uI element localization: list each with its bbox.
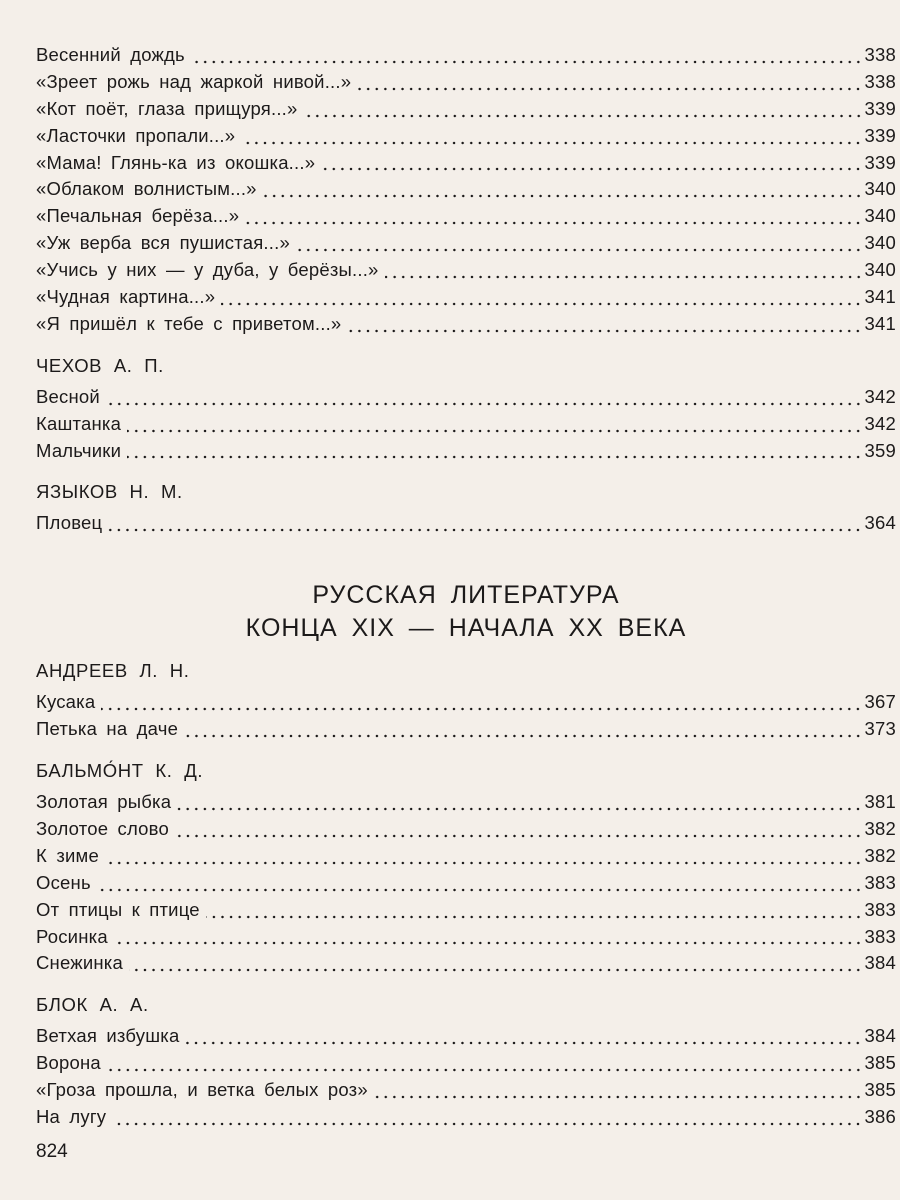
toc-entry (36, 791, 896, 818)
dot-leader (107, 1068, 863, 1072)
dot-leader (129, 968, 863, 972)
entry-page: 364 (864, 512, 896, 534)
author-heading: ЧЕХОВ А. П. (36, 354, 164, 376)
toc-entry (36, 205, 896, 232)
entry-page: 340 (864, 259, 896, 281)
author-heading: БАЛЬМО́НТ К. Д. (36, 760, 204, 782)
toc-entry (36, 899, 896, 926)
toc-entry (36, 125, 896, 152)
entry-page: 383 (864, 925, 896, 947)
dot-leader (191, 60, 863, 64)
toc-entry (36, 71, 896, 98)
dot-leader (185, 1041, 862, 1045)
toc-entry (36, 718, 896, 745)
entry-page: 384 (864, 1025, 896, 1047)
entry-page: 382 (864, 818, 896, 840)
entry-page: 340 (864, 205, 896, 227)
entry-page: 367 (864, 691, 896, 713)
entry-page: 338 (864, 70, 896, 92)
dot-leader (97, 888, 863, 892)
toc-entry (36, 691, 896, 718)
entry-title: «Учись у них — у дуба, у берёзы...» (36, 259, 379, 281)
toc-entry (36, 440, 896, 467)
toc-entry (36, 152, 896, 179)
entry-title: Мальчики (36, 439, 122, 461)
toc-entry (36, 512, 896, 539)
entry-title: Петька на даче (36, 718, 179, 740)
entry-page: 373 (864, 718, 896, 740)
toc-entry (36, 98, 896, 125)
entry-page: 385 (864, 1079, 896, 1101)
toc-entry (36, 926, 896, 953)
dot-leader (296, 248, 863, 252)
entry-title: Каштанка (36, 412, 122, 434)
entry-title: Весенний дождь (36, 44, 185, 65)
entry-title: «Мама! Глянь-ка из окошка...» (36, 151, 316, 173)
dot-leader (175, 834, 863, 838)
dot-leader (127, 429, 862, 433)
entry-page: 385 (864, 1052, 896, 1074)
entry-page: 339 (864, 151, 896, 173)
entry-title: Золотая рыбка (36, 791, 172, 813)
entry-title: Ворона (36, 1052, 101, 1074)
dot-leader (221, 302, 862, 306)
toc-entry (36, 313, 896, 340)
dot-leader (304, 114, 863, 118)
entry-page: 338 (864, 44, 896, 65)
toc-entry (36, 818, 896, 845)
dot-leader (127, 455, 862, 459)
dot-leader (321, 167, 862, 171)
dot-leader (206, 915, 863, 919)
author-heading: АНДРЕЕВ Л. Н. (36, 660, 190, 682)
toc-entry (36, 386, 896, 413)
entry-title: «Я пришёл к тебе с приветом...» (36, 312, 342, 334)
entry-title: Пловец (36, 512, 103, 534)
dot-leader (184, 734, 862, 738)
dot-leader (263, 194, 863, 198)
entry-page: 383 (864, 898, 896, 920)
entry-title: На лугу (36, 1106, 107, 1128)
dot-leader (385, 275, 863, 279)
dot-leader (245, 221, 862, 225)
entry-page: 383 (864, 871, 896, 893)
entry-page: 342 (864, 412, 896, 434)
entry-page: 341 (864, 286, 896, 308)
dot-leader (108, 528, 862, 532)
entry-page: 359 (864, 439, 896, 461)
toc-entry (36, 232, 896, 259)
toc-entry (36, 845, 896, 872)
entry-page: 340 (864, 232, 896, 254)
dot-leader (114, 941, 863, 945)
entry-title: «Печальная берёза...» (36, 205, 240, 227)
entry-page: 340 (864, 178, 896, 200)
entry-page: 386 (864, 1106, 896, 1128)
entry-page: 339 (864, 124, 896, 146)
toc-entry (36, 1025, 896, 1052)
section-title-line: РУССКАЯ ЛИТЕРАТУРА (312, 581, 620, 610)
page-number: 824 (36, 1140, 68, 1162)
toc-entry (36, 952, 896, 979)
toc-entry (36, 1106, 896, 1133)
toc-entry (36, 1079, 896, 1106)
dot-leader (106, 402, 863, 406)
toc-entry (36, 44, 896, 71)
dot-leader (357, 87, 862, 91)
entry-title: Ветхая избушка (36, 1025, 180, 1047)
table-of-contents (36, 44, 896, 1163)
toc-entry (36, 178, 896, 205)
toc-entry (36, 1052, 896, 1079)
author-heading: ЯЗЫКОВ Н. М. (36, 481, 183, 503)
dot-leader (105, 861, 863, 865)
dot-leader (347, 329, 862, 333)
entry-page: 381 (864, 791, 896, 813)
author-heading: БЛОК А. А. (36, 994, 149, 1016)
dot-leader (241, 141, 862, 145)
entry-title: Весной (36, 385, 100, 407)
entry-title: Кусака (36, 691, 96, 713)
entry-title: «Ласточки пропали...» (36, 124, 236, 146)
dot-leader (177, 807, 862, 811)
toc-entry (36, 259, 896, 286)
entry-title: «Гроза прошла, и ветка белых роз» (36, 1079, 368, 1101)
entry-title: Снежинка (36, 952, 123, 974)
entry-title: «Чудная картина...» (36, 286, 216, 308)
entry-title: Росинка (36, 925, 108, 947)
entry-page: 342 (864, 385, 896, 407)
entry-page: 384 (864, 952, 896, 974)
dot-leader (374, 1095, 863, 1099)
toc-entry (36, 413, 896, 440)
entry-title: «Уж верба вся пушистая...» (36, 232, 290, 254)
entry-page: 339 (864, 97, 896, 119)
entry-title: «Кот поёт, глаза прищуря...» (36, 97, 298, 119)
entry-page: 382 (864, 844, 896, 866)
entry-title: Золотое слово (36, 818, 169, 840)
dot-leader (101, 707, 862, 711)
toc-entry (36, 286, 896, 313)
entry-title: «Зреет рожь над жаркой нивой...» (36, 70, 352, 92)
entry-title: От птицы к птице (36, 898, 200, 920)
dot-leader (112, 1122, 862, 1126)
entry-title: К зиме (36, 844, 99, 866)
entry-title: Осень (36, 871, 91, 893)
entry-page: 341 (864, 312, 896, 334)
section-title (36, 579, 896, 645)
entry-title: «Облаком волнистым...» (36, 178, 257, 200)
toc-entry (36, 872, 896, 899)
section-title-line: КОНЦА XIX — НАЧАЛА XX ВЕКА (245, 614, 687, 643)
